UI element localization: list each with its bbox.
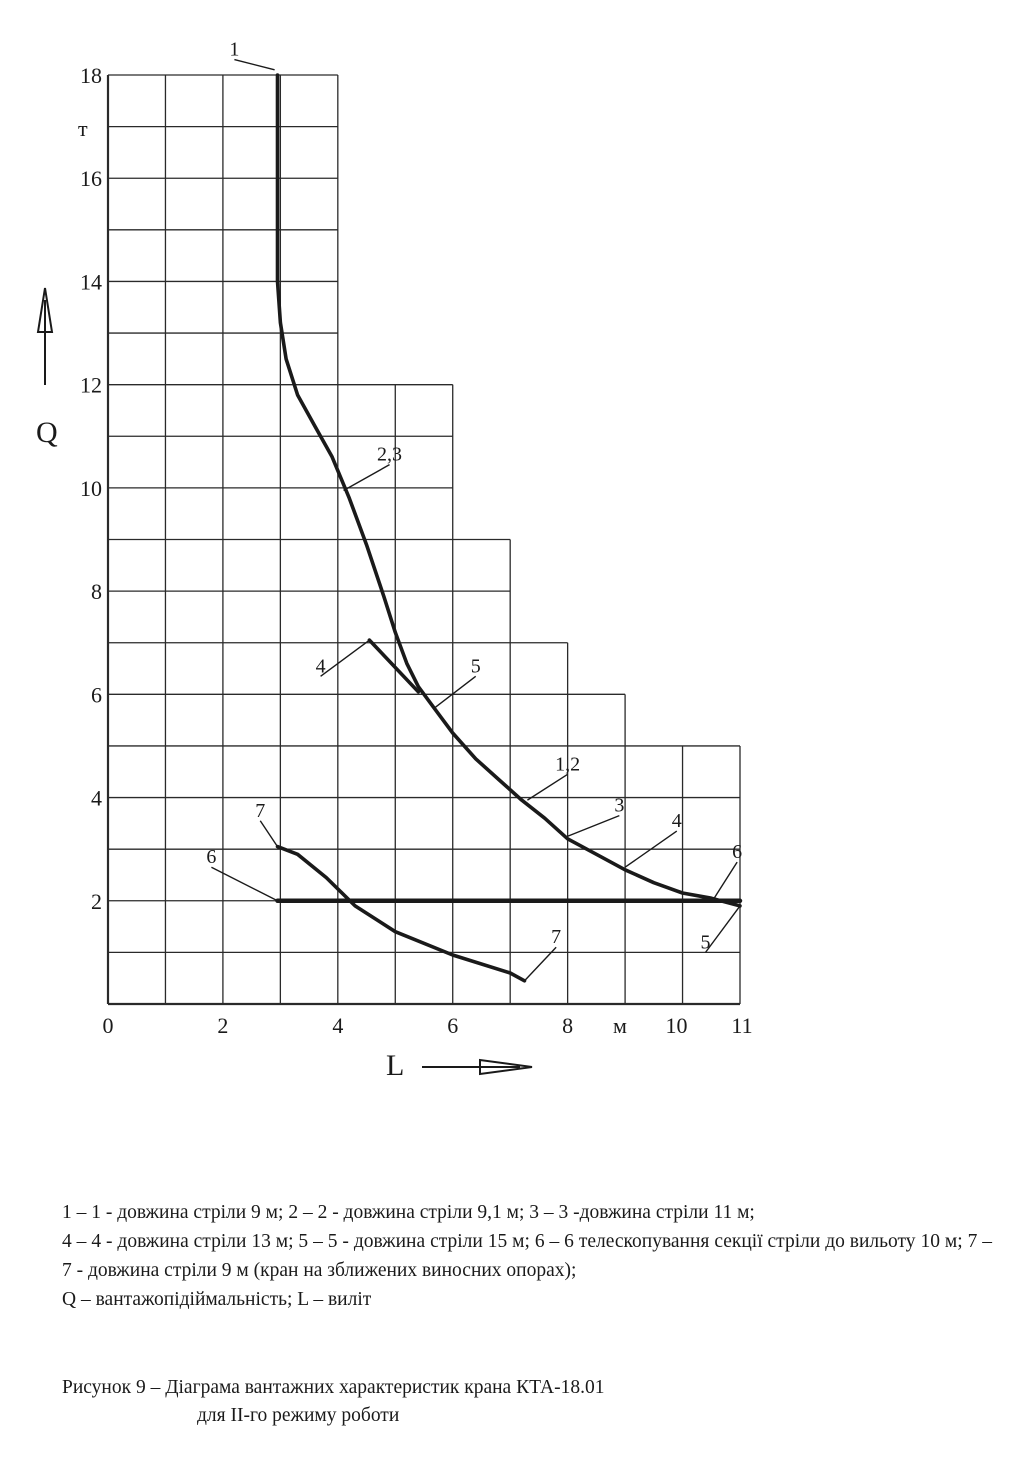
caption-line-2: для II-го режиму роботи [197, 1405, 400, 1426]
callout-label: 6 [732, 841, 743, 864]
x-unit-label: м [613, 1013, 627, 1038]
callout-leader [321, 640, 370, 676]
callout-leader [435, 676, 475, 707]
callout-label: 5 [700, 931, 711, 954]
callout-label: 5 [470, 655, 481, 678]
x-tick-label: 10 [665, 1013, 688, 1038]
callout-leader [568, 816, 620, 837]
callout-leader [344, 465, 390, 491]
callout-label: 4 [671, 810, 682, 833]
callout-label: 1,2 [555, 753, 581, 776]
callout-label: 1 [229, 38, 240, 61]
legend-line-3: Q – вантажопідіймальність; L – виліт [62, 1289, 372, 1310]
callout-label: 7 [255, 799, 266, 822]
callout-label: 3 [614, 794, 625, 817]
y-axis-arrow-icon [38, 288, 52, 385]
caption-line-1: Рисунок 9 – Діаграма вантажних характеристик крана КТА-18.01 [62, 1377, 605, 1398]
y-tick-label: 8 [91, 579, 102, 605]
callout-label: 2,3 [377, 443, 403, 466]
x-tick-label: 4 [332, 1013, 344, 1038]
tick-labels [80, 63, 753, 1038]
callout-leader [706, 906, 740, 952]
y-tick-label: 16 [80, 166, 102, 192]
chart-grid [108, 75, 743, 1004]
chart-series [278, 75, 741, 981]
legend-line-1: 1 – 1 - довжина стріли 9 м; 2 – 2 - довжина стріли 9,1 м; 3 – 3 -довжина стріли 11 м; [62, 1202, 755, 1223]
x-tick-label: 6 [447, 1013, 459, 1038]
y-tick-label: 4 [91, 785, 102, 811]
x-tick-label: 2 [217, 1013, 229, 1038]
y-tick-label: 2 [91, 888, 102, 914]
series-line-4 [369, 640, 418, 692]
callout-leader [527, 774, 567, 800]
callout-leader [234, 60, 274, 70]
callout-label: 4 [315, 655, 326, 678]
callout-leader [714, 862, 737, 898]
callout-label: 7 [551, 926, 562, 949]
x-tick-label: 8 [562, 1013, 574, 1038]
curve-callouts [206, 39, 742, 981]
x-axis-label: L [386, 1049, 405, 1082]
y-tick-label: 14 [80, 269, 102, 295]
callout-leader [260, 821, 277, 847]
callout-leader [211, 867, 277, 901]
callout-label: 6 [206, 846, 217, 869]
x-axis-arrow-icon [422, 1060, 532, 1074]
figure-caption [62, 1374, 822, 1430]
y-tick-label: 18 [80, 63, 102, 88]
legend-text [62, 1198, 992, 1314]
y-tick-label: 6 [91, 682, 102, 708]
series-line-main [278, 75, 741, 906]
y-unit-label: т [78, 116, 88, 141]
x-tick-label: 11 [731, 1013, 753, 1038]
x-tick-label: 0 [102, 1013, 114, 1038]
legend-line-2: 4 – 4 - довжина стріли 13 м; 5 – 5 - довжина стріли 15 м; 6 – 6 телескопування секції стріли до вильоту 10 м; 7 – 7 - довжина стріли 9 м (кран на зближених виносних опорах); [62, 1231, 992, 1281]
y-axis-label: Q [36, 416, 58, 449]
y-tick-label: 10 [80, 475, 102, 501]
series-line-7 [278, 847, 525, 981]
y-tick-label: 12 [80, 372, 102, 398]
